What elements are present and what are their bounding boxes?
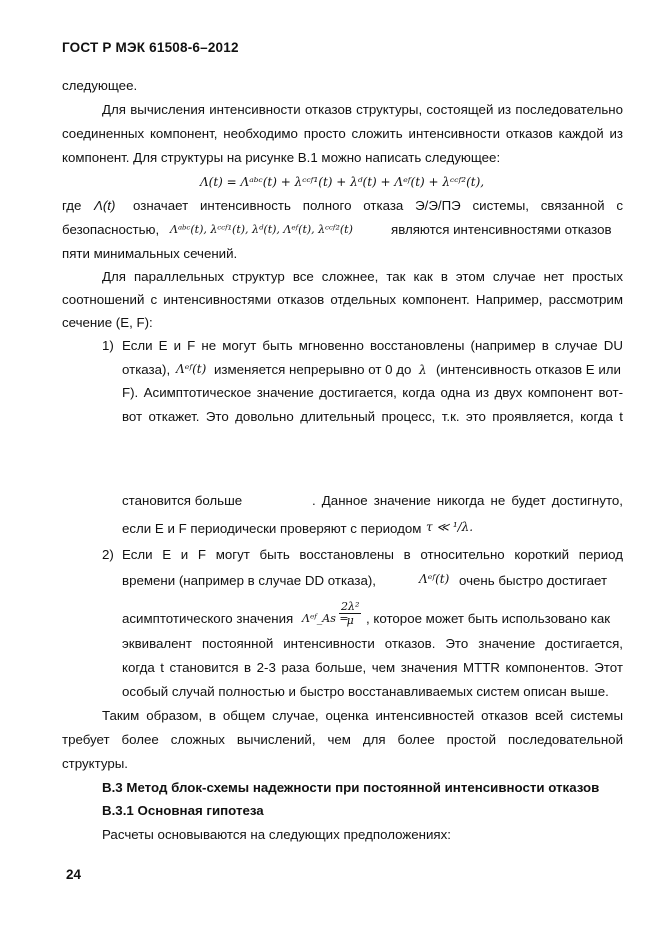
text-line: эквивалент постоянной интенсивности отказов. Это значение достигается, (122, 636, 623, 651)
text-line: когда t становится в 2-3 раза больше, чем значения MTTR компонентов. Этот (122, 660, 623, 675)
document-header: ГОСТ Р МЭК 61508-6–2012 (62, 40, 239, 55)
subsection-heading: В.3.1 Основная гипотеза (102, 803, 264, 818)
text-line: соединенных компонент, необходимо просто сложить интенсивности отказов каждой из (62, 126, 623, 141)
text-line: требует более сложных вычислений, чем для более простой последовательной (62, 732, 623, 747)
list-item-number: 1) (102, 338, 114, 353)
text-line: являются интенсивностями отказов (391, 222, 612, 237)
text-line: Для вычисления интенсивности отказов структуры, состоящей из последовательно (102, 102, 623, 117)
text-word: безопасностью, (62, 222, 160, 237)
list-item-number: 2) (102, 547, 114, 562)
text-line: компонент. Для структуры на рисунке В.1 можно написать следующее: (62, 150, 501, 165)
text-word: где (62, 198, 82, 213)
section-heading: В.3 Метод блок-схемы надежности при постоянной интенсивности отказов (102, 780, 600, 795)
math-lambda-ef: Λᵉᶠ(t) (176, 362, 207, 376)
math-lambda: λ (419, 363, 427, 377)
text-line: , которое может быть использовано как (366, 611, 611, 626)
fraction-denominator: μ (346, 614, 354, 627)
text-line: F). Асимптотическое значение достигается, когда одна из двух компонент вот- (122, 385, 623, 400)
text-line: сечение (E, F): (62, 315, 153, 330)
text-line: очень быстро достигает (459, 573, 608, 588)
fraction (339, 600, 361, 627)
formula-cut-rates: Λᵃᵇᶜ(t), λᶜᶜᶠ¹(t), λᵈ(t), Λᵉᶠ(t), λᶜᶜᶠ²(t) (170, 223, 353, 236)
text-line: Если E и F не могут быть мгновенно восстановлены (например в случае DU (122, 338, 623, 353)
text-line: особый случай полностью и быстро восстанавливаемых систем описан выше. (122, 684, 609, 699)
text-line: структуры. (62, 756, 128, 771)
text-line: . Данное значение никогда не будет достигнуто, (312, 493, 623, 508)
text-line: Для параллельных структур все сложнее, так как в этом случае нет простых (102, 269, 623, 284)
text-line: времени (например в случае DD отказа), (122, 573, 376, 588)
text-line: Расчеты основываются на следующих предположениях: (102, 827, 451, 842)
math-asymptotic-lhs: Λᵉᶠ_As = (302, 612, 349, 625)
text-word: становится больше (122, 493, 243, 508)
formula-fraction (339, 600, 361, 627)
text-line: вот откажет. Это довольно длительный процесс, т.к. это проявляется, когда t (122, 409, 623, 424)
text-word: асимптотического значения (122, 611, 294, 626)
text-line: (интенсивность отказов E или (436, 362, 621, 377)
math-lambda-t: Λ(t) (94, 198, 116, 213)
text-line: означает интенсивность полного отказа Э/Э/ПЭ системы, связанной с (133, 198, 623, 213)
math-period-condition: τ ≪ ¹/λ. (426, 520, 474, 534)
page-number: 24 (66, 867, 82, 882)
formula-total-failure-rate: Λ(t) = Λᵃᵇᶜ(t) + λᶜᶜᶠ¹(t) + λᵈ(t) + Λᵉᶠ(t) + λᶜᶜᶠ²(t), (200, 175, 485, 189)
text-line: если E и F периодически проверяют с периодом (122, 521, 422, 536)
text-line: соотношений с интенсивностями отказов отдельных компонент. Например, рассмотрим (62, 292, 623, 307)
text-line: следующее. (62, 78, 138, 93)
text-line: изменяется непрерывно от 0 до (214, 362, 412, 377)
fraction-numerator: 2λ² (341, 600, 360, 613)
math-lambda-ef: Λᵉᶠ(t) (419, 572, 450, 586)
text-line: Если E и F могут быть восстановлены в относительно короткий период (122, 547, 623, 562)
text-line: Таким образом, в общем случае, оценка интенсивностей отказов всей системы (102, 708, 623, 723)
text-line: пяти минимальных сечений. (62, 246, 238, 261)
text-word: отказа), (122, 362, 171, 377)
